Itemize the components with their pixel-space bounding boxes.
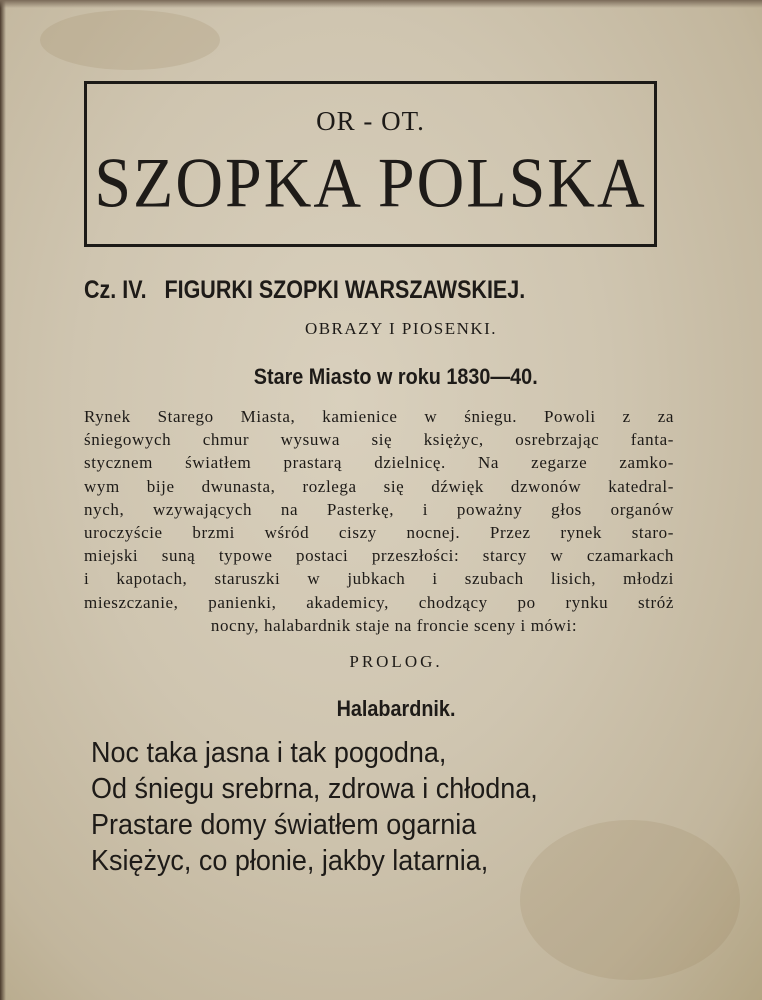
scene-description bbox=[84, 405, 674, 637]
description-line: miejski suną typowe postaci przeszłości: starcy w czamarkach bbox=[84, 546, 674, 566]
description-line: wym bije dwunasta, rozlega się dźwięk dzwonów katedral- bbox=[84, 476, 674, 496]
scene-title-text: Stare Miasto w roku 1830—40. bbox=[254, 364, 538, 389]
verse-line: Noc taka jasna i tak pogodna, bbox=[91, 737, 447, 769]
speaker-name bbox=[0, 696, 762, 722]
description-line: mieszczanie, panienki, akademicy, chodzący po rynku stróż bbox=[84, 592, 674, 612]
description-line: uroczyście brzmi wśród ciszy nocnej. Przez rynek staro- bbox=[84, 523, 674, 543]
part-heading: Cz. IV. FIGURKI SZOPKI WARSZAWSKIEJ. bbox=[84, 276, 526, 304]
verse bbox=[91, 735, 571, 879]
description-line: stycznem światłem prastarą dzielnicę. Na zegarze zamko- bbox=[84, 453, 674, 473]
book-title: SZOPKA POLSKA bbox=[94, 144, 647, 223]
subtitle: OBRAZY I PIOSENKI. bbox=[304, 319, 498, 338]
description-line: i kapotach, staruszki w jubkach i szubach lisich, młodzi bbox=[84, 569, 674, 589]
prolog-heading: PROLOG. bbox=[349, 652, 443, 671]
title-box bbox=[84, 81, 657, 247]
description-line: Rynek Starego Miasta, kamienice w śniegu. Powoli z za bbox=[84, 407, 674, 426]
verse-line: Prastare domy światłem ogarnia bbox=[91, 809, 477, 841]
page-edge-shadow-top bbox=[0, 0, 762, 8]
scene-title bbox=[0, 364, 762, 390]
speaker-name-text: Halabardnik. bbox=[336, 696, 456, 721]
description-line: nocny, halabardnik staje na froncie sceny i mówi: bbox=[210, 615, 578, 635]
verse-line: Księżyc, co płonie, jakby latarnia, bbox=[91, 845, 489, 877]
description-line: nych, wzywających na Pasterkę, i poważny głos organów bbox=[84, 499, 674, 519]
page-edge-shadow-left bbox=[0, 0, 6, 1000]
description-line: śniegowych chmur wysuwa się księżyc, osrebrzając fanta- bbox=[84, 430, 674, 450]
author-line: OR - OT. bbox=[316, 106, 425, 136]
verse-line: Od śniegu srebrna, zdrowa i chłodna, bbox=[91, 773, 538, 805]
paper-stain bbox=[40, 10, 220, 70]
